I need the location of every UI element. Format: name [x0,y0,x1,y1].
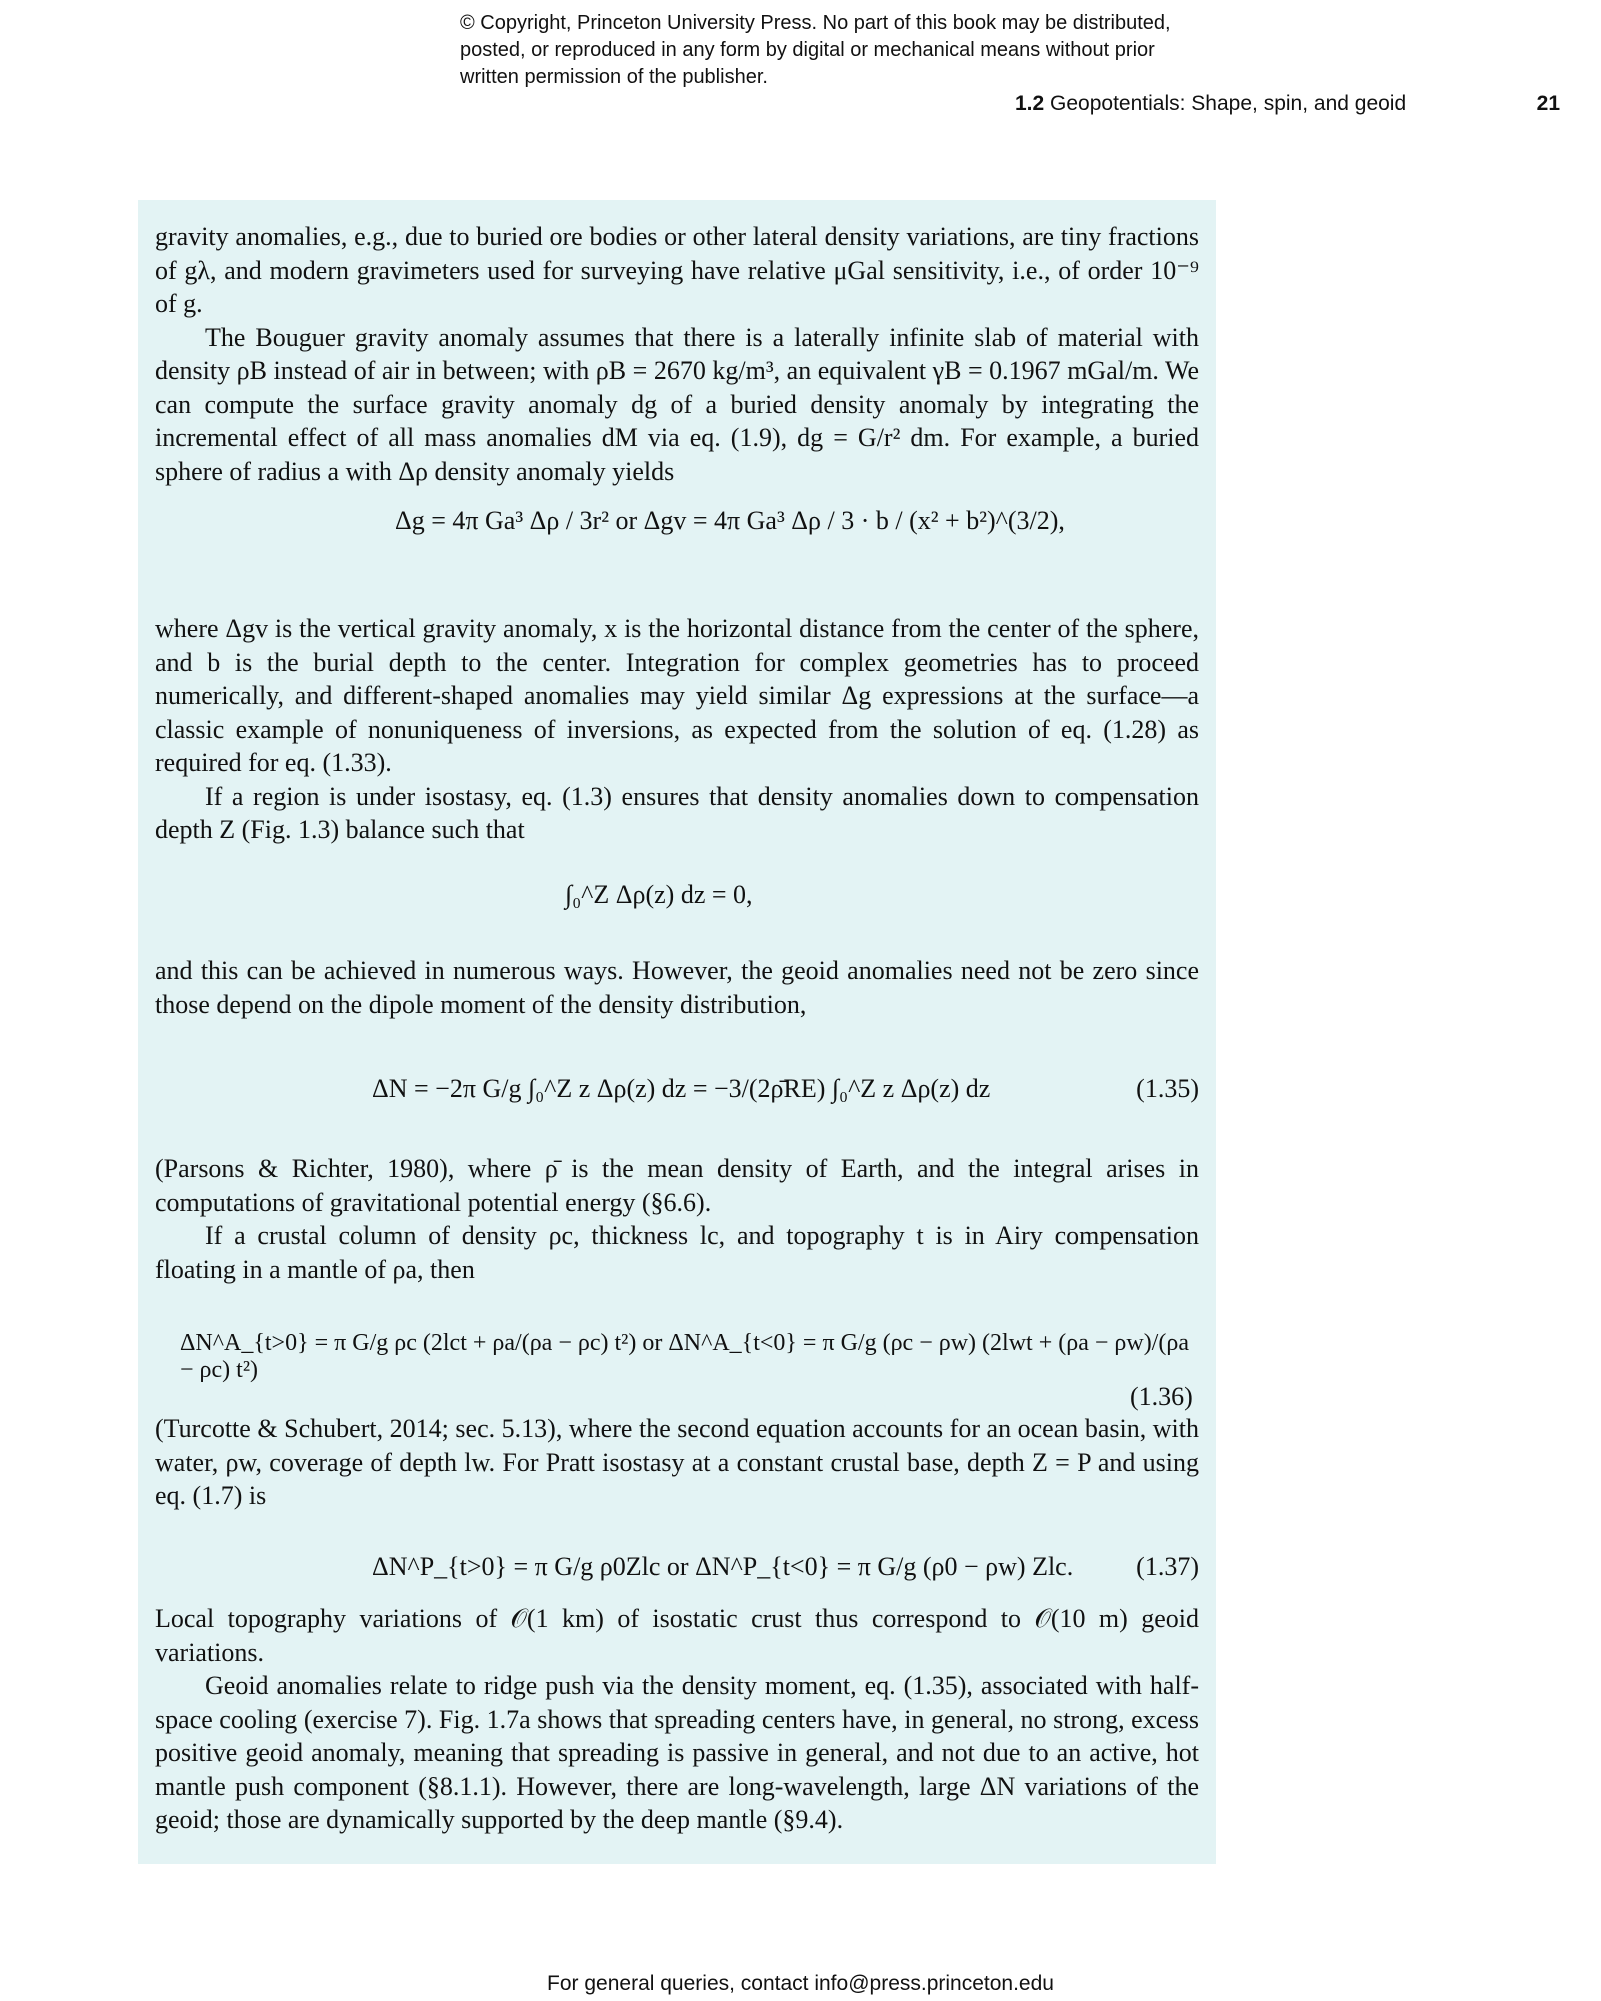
paragraph-6: (Parsons & Richter, 1980), where ρ̄ is the mean density of Earth, and the integral arises in computations of gravitational potential energy (§6.6). If a crustal column of density ρc, thickness lc, and topography t is in Airy compensation floating in a mantle of ρa, then [155,1152,1199,1286]
equation-1-36-text: ΔN^A_{t>0} = π G/g ρc (2lct + ρa/(ρa − ρc) t²) or ΔN^A_{t<0} = π G/g (ρc − ρw) (2lwt + (ρa − ρw)/(ρa − ρc) t²) [180,1330,1189,1383]
copyright-notice: © Copyright, Princeton University Press. No part of this book may be distributed, posted, or reproduced in any form by digital or mechanical means without prior written permission of the publisher. [460,12,1171,88]
equation-number-1-36: (1.36) [1130,1382,1193,1411]
paragraph-2: The Bouguer gravity anomaly assumes that there is a laterally infinite slab of material with density ρB instead of air in between; with ρB = 2670 kg/m³, an equivalent γB = 0.1967 mGal/m. We can compute the surface gravity anomaly dg of a buried density anomaly by integrating the incremental effect of all mass anomalies dM via eq. (1.9), dg = G/r² dm. For example, a buried sphere of radius a with Δρ density anomaly yields [155,322,1199,486]
equation-number-1-35: (1.35) [1136,1074,1199,1103]
equation-balance-text: ∫₀^Z Δρ(z) dz = 0, [565,880,753,909]
equation-1-35-text: ΔN = −2π G/g ∫₀^Z z Δρ(z) dz = −3/(2ρ̄RE) ∫₀^Z z Δρ(z) dz [372,1074,991,1103]
equation-sphere [395,506,1065,536]
paragraph-10: Geoid anomalies relate to ridge push via the density moment, eq. (1.35), associated with half-space cooling (exercise 7). Fig. 1.7a shows that spreading centers have, in general, no strong, excess positive geoid anomaly, meaning that spreading is passive in general, and not due to an active, hot mantle push component (§8.1.1). However, there are long-wavelength, large ΔN variations of the geoid; those are dynamically supported by the deep mantle (§9.4). [155,1671,1199,1834]
equation-sphere-text: Δg = 4π Ga³ Δρ / 3r² or Δgv = 4π Ga³ Δρ / 3 · b / (x² + b²)^(3/2), [395,506,1065,535]
equation-1-35 [372,1074,1199,1104]
section-number: 1.2 [1015,92,1045,115]
equation-number-1-37: (1.37) [1136,1552,1199,1581]
equation-1-36 [180,1330,1199,1384]
page-number: 21 [1536,92,1560,115]
paragraph-8: (Turcotte & Schubert, 2014; sec. 5.13), where the second equation accounts for an ocean basin, with water, ρw, coverage of depth lw. For Pratt isostasy at a constant crustal base, depth Z = P and using eq. (1.7) is [155,1414,1199,1510]
paragraph-1: gravity anomalies, e.g., due to buried ore bodies or other lateral density variations, are tiny fractions of gλ, and modern gravimeters used for surveying have relative μGal sensitivity, i.e., of order 10⁻⁹ of g. The Bouguer gravity anomaly assumes that there is a laterally infinite slab of material with density ρB instead of air in between; with ρB = 2670 kg/m³, an equivalent γB = 0.1967 mGal/m. We can compute the surface gravity anomaly dg of a buried density anomaly by integrating the incremental effect of all mass anomalies dM via eq. (1.9), dg = G/r² dm. For example, a buried sphere of radius a with Δρ density anomaly yields [155,220,1199,488]
section-heading [1015,92,1406,116]
equation-balance [565,880,753,910]
paragraph-9: Local topography variations of 𝒪(1 km) of isostatic crust thus correspond to 𝒪(10 m) geoid variations. Geoid anomalies relate to ridge push via the density moment, eq. (1.35), associated with half-space cooling (exercise 7). Fig. 1.7a shows that spreading centers have, in general, no strong, excess positive geoid anomaly, meaning that spreading is passive in general, and not due to an active, hot mantle push component (§8.1.1). However, there are long-wavelength, large ΔN variations of the geoid; those are dynamically supported by the deep mantle (§9.4). [155,1602,1199,1837]
section-title: Geopotentials: Shape, spin, and geoid [1050,92,1407,115]
paragraph-5: and this can be achieved in numerous ways. However, the geoid anomalies need not be zero since those depend on the dipole moment of the density distribution, [155,956,1199,1019]
paragraph-7: If a crustal column of density ρc, thickness lc, and topography t is in Airy compensation floating in a mantle of ρa, then [155,1221,1199,1284]
running-head [1015,92,1560,116]
footer-contact: For general queries, contact info@press.princeton.edu [547,1972,1054,1995]
paragraph-4: If a region is under isostasy, eq. (1.3) ensures that density anomalies down to compensation depth Z (Fig. 1.3) balance such that [155,781,1199,844]
equation-1-37 [372,1552,1199,1582]
equation-1-37-text: ΔN^P_{t>0} = π G/g ρ0Zlc or ΔN^P_{t<0} = π G/g (ρ0 − ρw) Zlc. [372,1552,1074,1581]
paragraph-3: where Δgv is the vertical gravity anomaly, x is the horizontal distance from the center of the sphere, and b is the burial depth to the center. Integration for complex geometries has to proceed numerically, and different-shaped anomalies may yield similar Δg expressions at the surface—a classic example of nonuniqueness of inversions, as expected from the solution of eq. (1.28) as required for eq. (1.33). If a region is under isostasy, eq. (1.3) ensures that density anomalies down to compensation depth Z (Fig. 1.3) balance such that [155,612,1199,847]
